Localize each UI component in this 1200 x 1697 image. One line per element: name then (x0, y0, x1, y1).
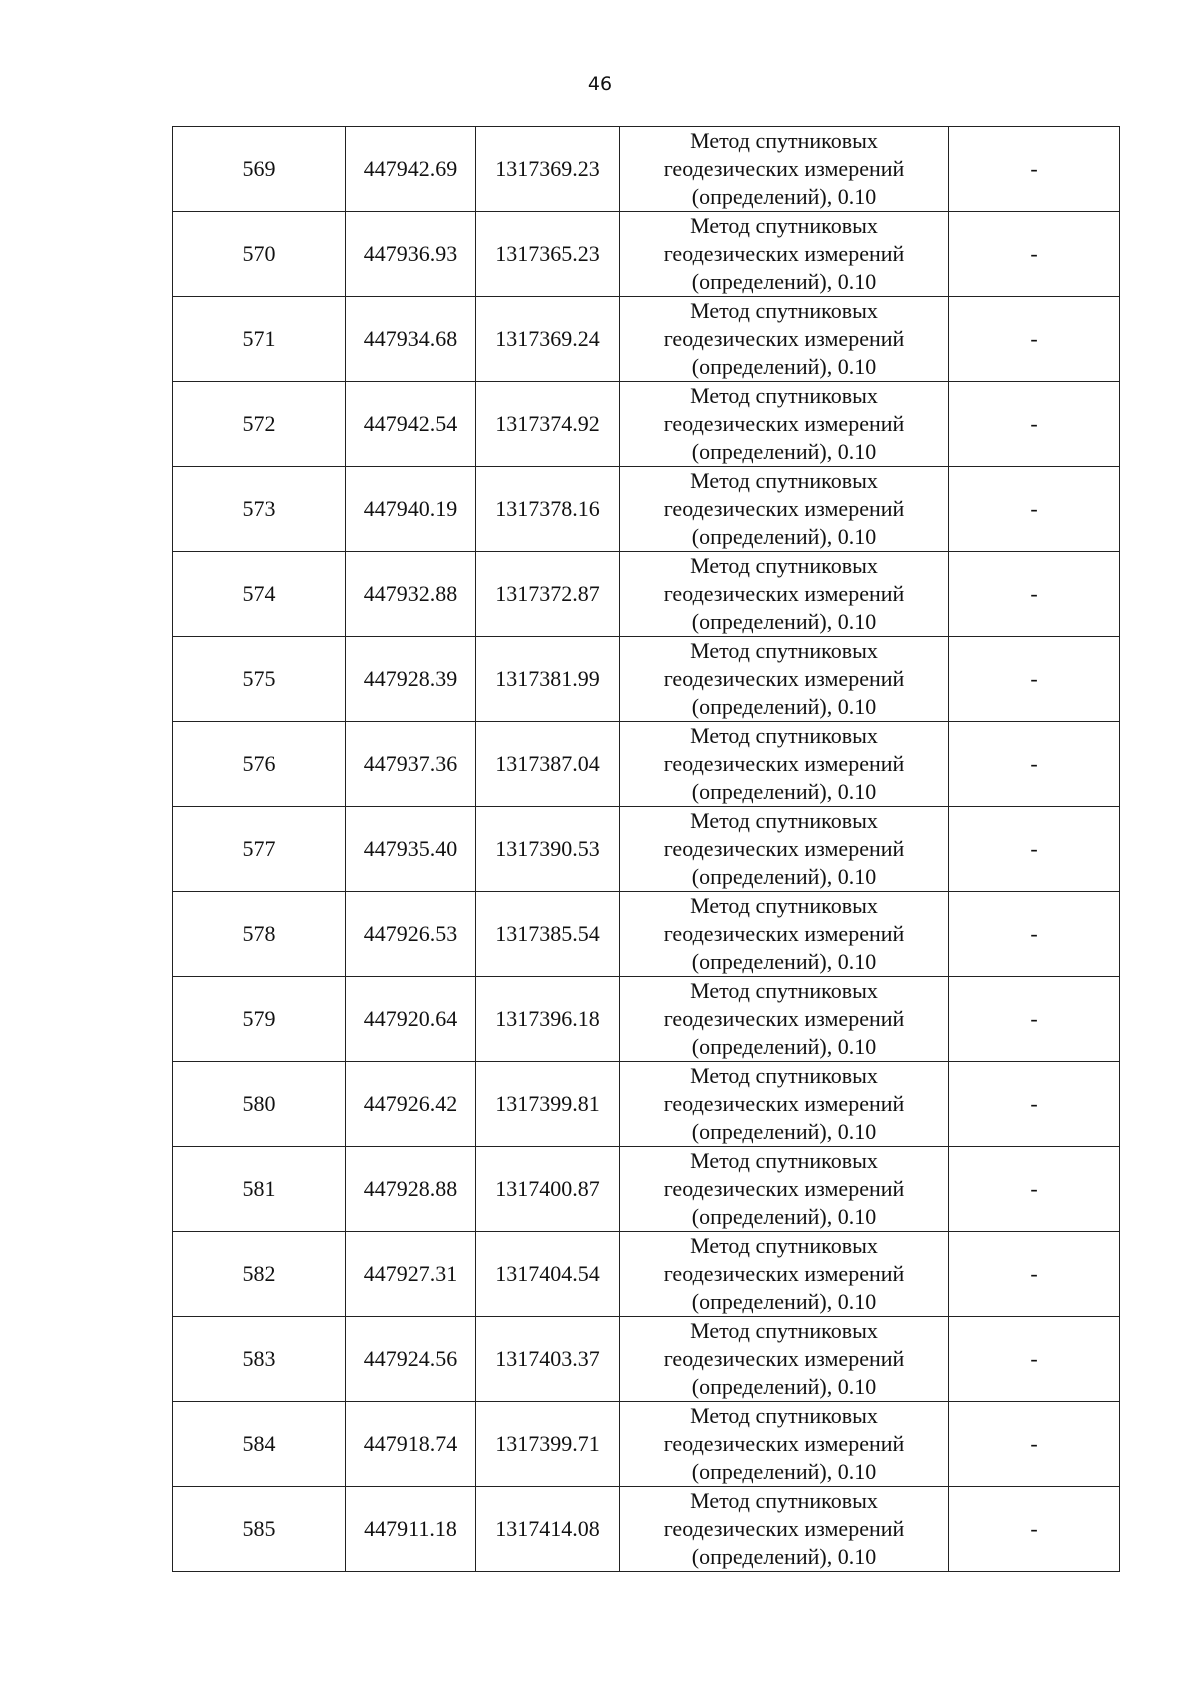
x-coordinate-cell: 447942.54 (346, 382, 476, 467)
point-number-cell: 573 (173, 467, 346, 552)
description-cell: - (949, 722, 1120, 807)
point-number-cell: 583 (173, 1317, 346, 1402)
method-cell (620, 1487, 949, 1572)
description-cell: - (949, 1232, 1120, 1317)
table-row (173, 467, 1120, 552)
method-line: геодезических измерений (663, 1346, 905, 1371)
method-line: (определений), 0.10 (691, 269, 877, 294)
method-line: (определений), 0.10 (691, 1374, 877, 1399)
x-coordinate-cell: 447911.18 (346, 1487, 476, 1572)
x-coordinate-cell: 447928.39 (346, 637, 476, 722)
y-coordinate-cell: 1317387.04 (476, 722, 620, 807)
y-coordinate-cell: 1317400.87 (476, 1147, 620, 1232)
method-cell (620, 127, 949, 212)
point-number-cell: 580 (173, 1062, 346, 1147)
method-cell (620, 722, 949, 807)
method-line: Метод спутниковых (690, 128, 878, 153)
method-cell (620, 977, 949, 1062)
x-coordinate-cell: 447935.40 (346, 807, 476, 892)
method-line: (определений), 0.10 (691, 1204, 877, 1229)
description-cell: - (949, 1487, 1120, 1572)
method-line: Метод спутниковых (690, 893, 878, 918)
method-line: Метод спутниковых (690, 1063, 878, 1088)
table-row (173, 212, 1120, 297)
description-cell: - (949, 1402, 1120, 1487)
y-coordinate-cell: 1317414.08 (476, 1487, 620, 1572)
point-number-cell: 578 (173, 892, 346, 977)
coordinates-table-body (173, 127, 1120, 1572)
method-line: (определений), 0.10 (691, 949, 877, 974)
table-row (173, 297, 1120, 382)
method-line: геодезических измерений (663, 496, 905, 521)
method-line: геодезических измерений (663, 581, 905, 606)
table-row (173, 1487, 1120, 1572)
method-cell (620, 467, 949, 552)
description-cell: - (949, 467, 1120, 552)
method-line: Метод спутниковых (690, 808, 878, 833)
method-line: Метод спутниковых (690, 638, 878, 663)
x-coordinate-cell: 447942.69 (346, 127, 476, 212)
point-number-cell: 576 (173, 722, 346, 807)
table-row (173, 1147, 1120, 1232)
description-cell: - (949, 1317, 1120, 1402)
y-coordinate-cell: 1317369.24 (476, 297, 620, 382)
x-coordinate-cell: 447918.74 (346, 1402, 476, 1487)
y-coordinate-cell: 1317385.54 (476, 892, 620, 977)
point-number-cell: 581 (173, 1147, 346, 1232)
point-number-cell: 575 (173, 637, 346, 722)
method-line: Метод спутниковых (690, 1148, 878, 1173)
point-number-cell: 582 (173, 1232, 346, 1317)
y-coordinate-cell: 1317378.16 (476, 467, 620, 552)
x-coordinate-cell: 447932.88 (346, 552, 476, 637)
method-line: геодезических измерений (663, 1516, 905, 1541)
method-line: Метод спутниковых (690, 383, 878, 408)
method-cell (620, 552, 949, 637)
table-row (173, 1317, 1120, 1402)
method-line: геодезических измерений (663, 1091, 905, 1116)
description-cell: - (949, 1062, 1120, 1147)
description-cell: - (949, 1147, 1120, 1232)
table-row (173, 382, 1120, 467)
table-row (173, 1402, 1120, 1487)
method-line: (определений), 0.10 (691, 1459, 877, 1484)
point-number-cell: 569 (173, 127, 346, 212)
y-coordinate-cell: 1317404.54 (476, 1232, 620, 1317)
x-coordinate-cell: 447926.42 (346, 1062, 476, 1147)
y-coordinate-cell: 1317396.18 (476, 977, 620, 1062)
y-coordinate-cell: 1317390.53 (476, 807, 620, 892)
point-number-cell: 571 (173, 297, 346, 382)
description-cell: - (949, 127, 1120, 212)
page-number: 46 (587, 73, 613, 95)
method-line: геодезических измерений (663, 836, 905, 861)
method-cell (620, 637, 949, 722)
x-coordinate-cell: 447937.36 (346, 722, 476, 807)
point-number-cell: 570 (173, 212, 346, 297)
method-cell (620, 807, 949, 892)
method-line: Метод спутниковых (690, 1488, 878, 1513)
method-line: геодезических измерений (663, 1176, 905, 1201)
method-line: (определений), 0.10 (691, 694, 877, 719)
x-coordinate-cell: 447926.53 (346, 892, 476, 977)
table-row (173, 977, 1120, 1062)
method-line: геодезических измерений (663, 326, 905, 351)
method-line: Метод спутниковых (690, 468, 878, 493)
x-coordinate-cell: 447924.56 (346, 1317, 476, 1402)
point-number-cell: 579 (173, 977, 346, 1062)
method-line: (определений), 0.10 (691, 1544, 877, 1569)
method-line: Метод спутниковых (690, 978, 878, 1003)
y-coordinate-cell: 1317365.23 (476, 212, 620, 297)
method-line: геодезических измерений (663, 1431, 905, 1456)
description-cell: - (949, 892, 1120, 977)
method-line: Метод спутниковых (690, 213, 878, 238)
method-line: (определений), 0.10 (691, 354, 877, 379)
y-coordinate-cell: 1317403.37 (476, 1317, 620, 1402)
method-line: (определений), 0.10 (691, 1034, 877, 1059)
method-line: (определений), 0.10 (691, 524, 877, 549)
table-row (173, 892, 1120, 977)
method-line: геодезических измерений (663, 411, 905, 436)
method-line: (определений), 0.10 (691, 439, 877, 464)
x-coordinate-cell: 447934.68 (346, 297, 476, 382)
method-line: Метод спутниковых (690, 1233, 878, 1258)
x-coordinate-cell: 447928.88 (346, 1147, 476, 1232)
point-number-cell: 572 (173, 382, 346, 467)
method-line: Метод спутниковых (690, 298, 878, 323)
method-line: геодезических измерений (663, 666, 905, 691)
table-row (173, 552, 1120, 637)
method-line: (определений), 0.10 (691, 1289, 877, 1314)
table-row (173, 807, 1120, 892)
y-coordinate-cell: 1317372.87 (476, 552, 620, 637)
method-cell (620, 1317, 949, 1402)
method-line: (определений), 0.10 (691, 864, 877, 889)
y-coordinate-cell: 1317381.99 (476, 637, 620, 722)
method-cell (620, 212, 949, 297)
description-cell: - (949, 807, 1120, 892)
method-cell (620, 1402, 949, 1487)
description-cell: - (949, 382, 1120, 467)
description-cell: - (949, 977, 1120, 1062)
method-line: геодезических измерений (663, 921, 905, 946)
point-number-cell: 585 (173, 1487, 346, 1572)
x-coordinate-cell: 447940.19 (346, 467, 476, 552)
y-coordinate-cell: 1317399.71 (476, 1402, 620, 1487)
point-number-cell: 577 (173, 807, 346, 892)
method-cell (620, 382, 949, 467)
table-row (173, 637, 1120, 722)
y-coordinate-cell: 1317374.92 (476, 382, 620, 467)
x-coordinate-cell: 447927.31 (346, 1232, 476, 1317)
method-line: геодезических измерений (663, 1006, 905, 1031)
x-coordinate-cell: 447920.64 (346, 977, 476, 1062)
table-row (173, 1232, 1120, 1317)
description-cell: - (949, 297, 1120, 382)
method-cell (620, 1147, 949, 1232)
point-number-cell: 574 (173, 552, 346, 637)
method-cell (620, 892, 949, 977)
point-number-cell: 584 (173, 1402, 346, 1487)
method-line: Метод спутниковых (690, 1403, 878, 1428)
y-coordinate-cell: 1317399.81 (476, 1062, 620, 1147)
method-cell (620, 1062, 949, 1147)
description-cell: - (949, 552, 1120, 637)
x-coordinate-cell: 447936.93 (346, 212, 476, 297)
method-line: (определений), 0.10 (691, 184, 877, 209)
method-line: Метод спутниковых (690, 723, 878, 748)
method-cell (620, 1232, 949, 1317)
method-line: геодезических измерений (663, 241, 905, 266)
y-coordinate-cell: 1317369.23 (476, 127, 620, 212)
method-line: геодезических измерений (663, 751, 905, 776)
table-row (173, 1062, 1120, 1147)
table-row (173, 722, 1120, 807)
description-cell: - (949, 637, 1120, 722)
method-line: геодезических измерений (663, 156, 905, 181)
method-line: (определений), 0.10 (691, 1119, 877, 1144)
method-line: геодезических измерений (663, 1261, 905, 1286)
table-row (173, 127, 1120, 212)
method-line: Метод спутниковых (690, 553, 878, 578)
method-line: Метод спутниковых (690, 1318, 878, 1343)
coordinates-table (172, 126, 1120, 1572)
method-line: (определений), 0.10 (691, 609, 877, 634)
description-cell: - (949, 212, 1120, 297)
method-cell (620, 297, 949, 382)
method-line: (определений), 0.10 (691, 779, 877, 804)
